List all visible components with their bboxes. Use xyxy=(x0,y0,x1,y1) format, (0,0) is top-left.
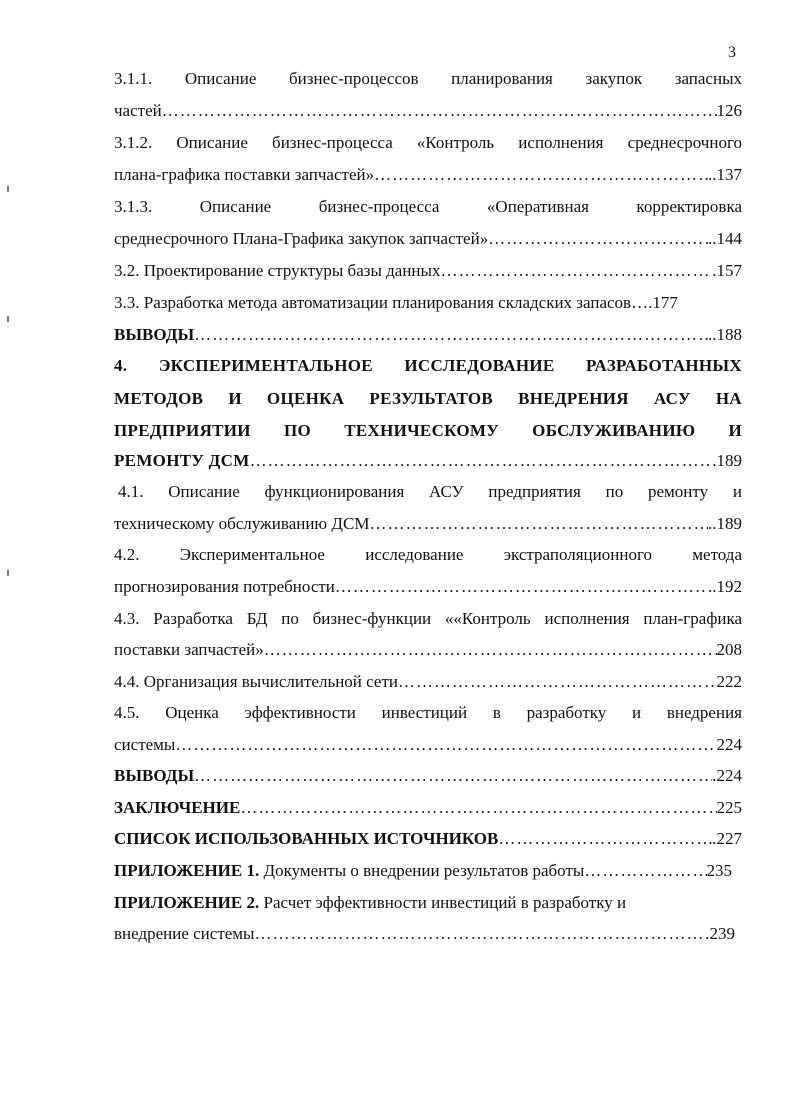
toc-entry-3-1-2-line2 xyxy=(114,162,742,188)
toc-entry-3-2 xyxy=(114,258,742,284)
toc-entry-3-1-1-line1: 3.1.1. Описание бизнес-процессов планирования закупок запасных xyxy=(114,69,742,88)
toc-entry-text: 3.3. Разработка метода автоматизации планирования складских запасов xyxy=(114,293,632,312)
toc-entry-appendix-2-line1 xyxy=(114,890,742,916)
toc-entry-text: прогнозирования потребности xyxy=(114,577,335,596)
toc-entry-conclusions-3 xyxy=(114,322,742,348)
toc-page-ref: 225 xyxy=(716,798,742,817)
toc-entry-3-1-2-line1: 3.1.2. Описание бизнес-процесса «Контроль исполнения среднесрочного xyxy=(114,133,742,152)
toc-entry-references xyxy=(114,826,742,852)
toc-entry-text: 3.2. Проектирование структуры базы данных xyxy=(114,261,441,280)
toc-entry-text: Расчет эффективности инвестиций в разработку и xyxy=(259,893,627,912)
toc-entry-4-5-line1: 4.5. Оценка эффективности инвестиций в разработку и внедрения xyxy=(114,703,742,722)
toc-entry-text: внедрение системы xyxy=(114,924,255,943)
toc-entry-text: поставки запчастей» xyxy=(114,640,264,659)
toc-page-ref: ….177 xyxy=(631,293,678,312)
toc-page-ref: .189 xyxy=(712,451,742,470)
toc-entry-3-1-3-line2 xyxy=(114,226,742,252)
toc-page-ref: 235 xyxy=(706,861,732,880)
toc-entry-text: РЕМОНТУ ДСМ xyxy=(114,451,250,470)
toc-entry-text: техническому обслуживанию ДСМ xyxy=(114,514,370,533)
toc-chapter-4-line2: МЕТОДОВ И ОЦЕНКА РЕЗУЛЬТАТОВ ВНЕДРЕНИЯ АСУ НА xyxy=(114,389,742,408)
scan-mark xyxy=(7,570,9,576)
toc-page-ref: ..192 xyxy=(708,577,742,596)
toc-chapter-4-line4 xyxy=(114,448,742,474)
toc-entry-conclusions-4 xyxy=(114,763,742,789)
toc-page-ref: 239 xyxy=(709,924,735,943)
toc-page-ref: 208 xyxy=(716,640,742,659)
toc-entry-label: ПРИЛОЖЕНИЕ 2. xyxy=(114,893,260,912)
toc-page-ref: ..188 xyxy=(708,325,742,344)
toc-entry-appendix-2-line2 xyxy=(114,921,735,947)
toc-entry-appendix-1 xyxy=(114,858,732,884)
scan-mark xyxy=(7,316,9,322)
toc-entry-text: Документы о внедрении результатов работы xyxy=(259,861,585,880)
toc-entry-4-5-line2 xyxy=(114,732,742,758)
toc-entry-4-4 xyxy=(114,669,742,695)
toc-page-ref: ..137 xyxy=(708,165,742,184)
toc-chapter-4-line3: ПРЕДПРИЯТИИ ПО ТЕХНИЧЕСКОМУ ОБСЛУЖИВАНИЮ И xyxy=(114,421,742,440)
toc-entry-text: СПИСОК ИСПОЛЬЗОВАННЫХ ИСТОЧНИКОВ xyxy=(114,829,499,848)
toc-page-ref: ..189 xyxy=(708,514,742,533)
toc-entry-4-1-line1: 4.1. Описание функционирования АСУ предприятия по ремонту и xyxy=(118,482,742,501)
toc-entry-conclusion xyxy=(114,795,742,821)
page-number: 3 xyxy=(728,44,736,61)
toc-entry-4-2-line2 xyxy=(114,574,742,600)
toc-page-ref: 222 xyxy=(716,672,742,691)
toc-entry-3-1-1-line2 xyxy=(114,98,742,124)
toc-entry-text: плана-графика поставки запчастей» xyxy=(114,165,375,184)
toc-page-ref: .224 xyxy=(712,766,742,785)
toc-page-ref: 224 xyxy=(716,735,742,754)
toc-page-ref: ..144 xyxy=(708,229,742,248)
toc-entry-text: ВЫВОДЫ xyxy=(114,325,195,344)
toc-entry-4-2-line1: 4.2. Экспериментальное исследование экстраполяционного метода xyxy=(114,545,742,564)
toc-entry-3-3 xyxy=(114,290,742,316)
toc-page-ref: .157 xyxy=(712,261,742,280)
toc-entry-text: ЗАКЛЮЧЕНИЕ xyxy=(114,798,241,817)
toc-page-ref: .227 xyxy=(712,829,742,848)
toc-entry-text: ВЫВОДЫ xyxy=(114,766,195,785)
toc-entry-4-1-line2 xyxy=(114,511,742,537)
toc-entry-text: системы xyxy=(114,735,176,754)
toc-entry-3-1-3-line1: 3.1.3. Описание бизнес-процесса «Оперативная корректировка xyxy=(114,197,742,216)
toc-entry-label: ПРИЛОЖЕНИЕ 1. xyxy=(114,861,260,880)
toc-chapter-4-line1: 4. ЭКСПЕРИМЕНТАЛЬНОЕ ИССЛЕДОВАНИЕ РАЗРАБОТАННЫХ xyxy=(114,356,742,375)
toc-entry-text: 4.4. Организация вычислительной сети xyxy=(114,672,398,691)
toc-entry-text: среднесрочного Плана-Графика закупок запчастей» xyxy=(114,229,489,248)
toc-entry-text: частей xyxy=(114,101,162,120)
toc-entry-4-3-line1: 4.3. Разработка БД по бизнес-функции ««Контроль исполнения план-графика xyxy=(114,609,742,628)
toc-entry-4-3-line2 xyxy=(114,637,742,663)
scan-mark xyxy=(7,186,9,192)
toc-page-ref: 126 xyxy=(716,101,742,120)
